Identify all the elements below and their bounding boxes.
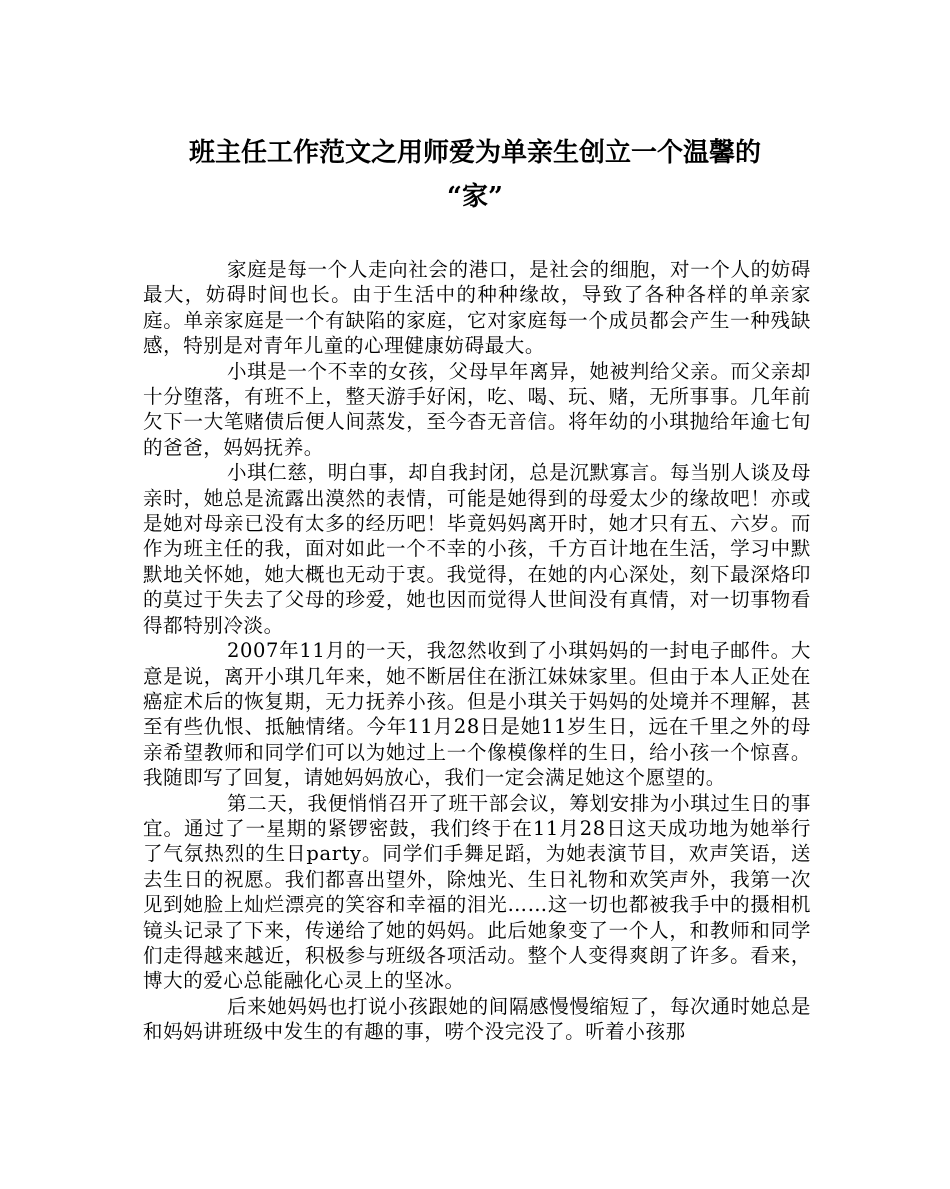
document-title-line-1: 班主任工作范文之用师爱为单亲生创立一个温馨的 — [188, 138, 761, 168]
paragraph: 第二天，我便悄悄召开了班干部会议，筹划安排为小琪过生日的事宜。通过了一星期的紧锣密鼓，我们终于在11月28日这天成功地为她举行了气氛热烈的生日party。同学们手舞足蹈，为她表演节目，欢声笑语，送去生日的祝愿。我们都喜出望外，除烛光、生日礼物和欢笑声外，我第一次见到她脸上灿烂漂亮的笑容和幸福的泪光……这一切也都被我手中的摄相机镜头记录了下来，传递给了她的妈妈。此后她象变了一个人，和教师和同学们走得越来越近，积极参与班级各项活动。整个人变得爽朗了许多。看来，博大的爱心总能融化心灵上的坚冰。 — [143, 791, 811, 993]
paragraph: 后来她妈妈也打说小孩跟她的间隔感慢慢缩短了，每次通时她总是和妈妈讲班级中发生的有趣的事，唠个没完没了。听着小孩那 — [143, 994, 811, 1044]
document-title-line-2: “家” — [447, 182, 503, 212]
paragraph: 2007年11月的一天，我忽然收到了小琪妈妈的一封电子邮件。大意是说，离开小琪几年来，她不断居住在浙江妹妹家里。但由于本人正处在癌症术后的恢复期，无力抚养小孩。但是小琪关于妈妈的处境并不理解，甚至有些仇恨、抵触情绪。今年11月28日是她11岁生日，远在千里之外的母亲希望教师和同学们可以为她过上一个像模像样的生日，给小孩一个惊喜。我随即写了回复，请她妈妈放心，我们一定会满足她这个愿望的。 — [143, 639, 811, 790]
paragraph: 小琪是一个不幸的女孩，父母早年离异，她被判给父亲。而父亲却十分堕落，有班不上，整天游手好闲，吃、喝、玩、赌，无所事事。几年前欠下一大笔赌债后便人间蒸发，至今杳无音信。将年幼的小琪抛给年逾七旬的爸爸，妈妈抚养。 — [143, 359, 811, 459]
document-body — [143, 257, 811, 1045]
paragraph: 家庭是每一个人走向社会的港口，是社会的细胞，对一个人的妨碍最大，妨碍时间也长。由于生活中的种种缘故，导致了各种各样的单亲家庭。单亲家庭是一个有缺陷的家庭，它对家庭每一个成员都会产生一种残缺感，特别是对青年儿童的心理健康妨碍最大。 — [143, 258, 811, 358]
paragraph: 小琪仁慈，明白事，却自我封闭，总是沉默寡言。每当别人谈及母亲时，她总是流露出漠然的表情，可能是她得到的母爱太少的缘故吧！亦或是她对母亲已没有太多的经历吧！毕竟妈妈离开时，她才只有五、六岁。而作为班主任的我，面对如此一个不幸的小孩，千方百计地在生活，学习中默默地关怀她，她大概也无动于衷。我觉得，在她的内心深处，刻下最深烙印的莫过于失去了父母的珍爱，她也因而觉得人世间没有真情，对一切事物看得都特别冷淡。 — [143, 461, 811, 637]
